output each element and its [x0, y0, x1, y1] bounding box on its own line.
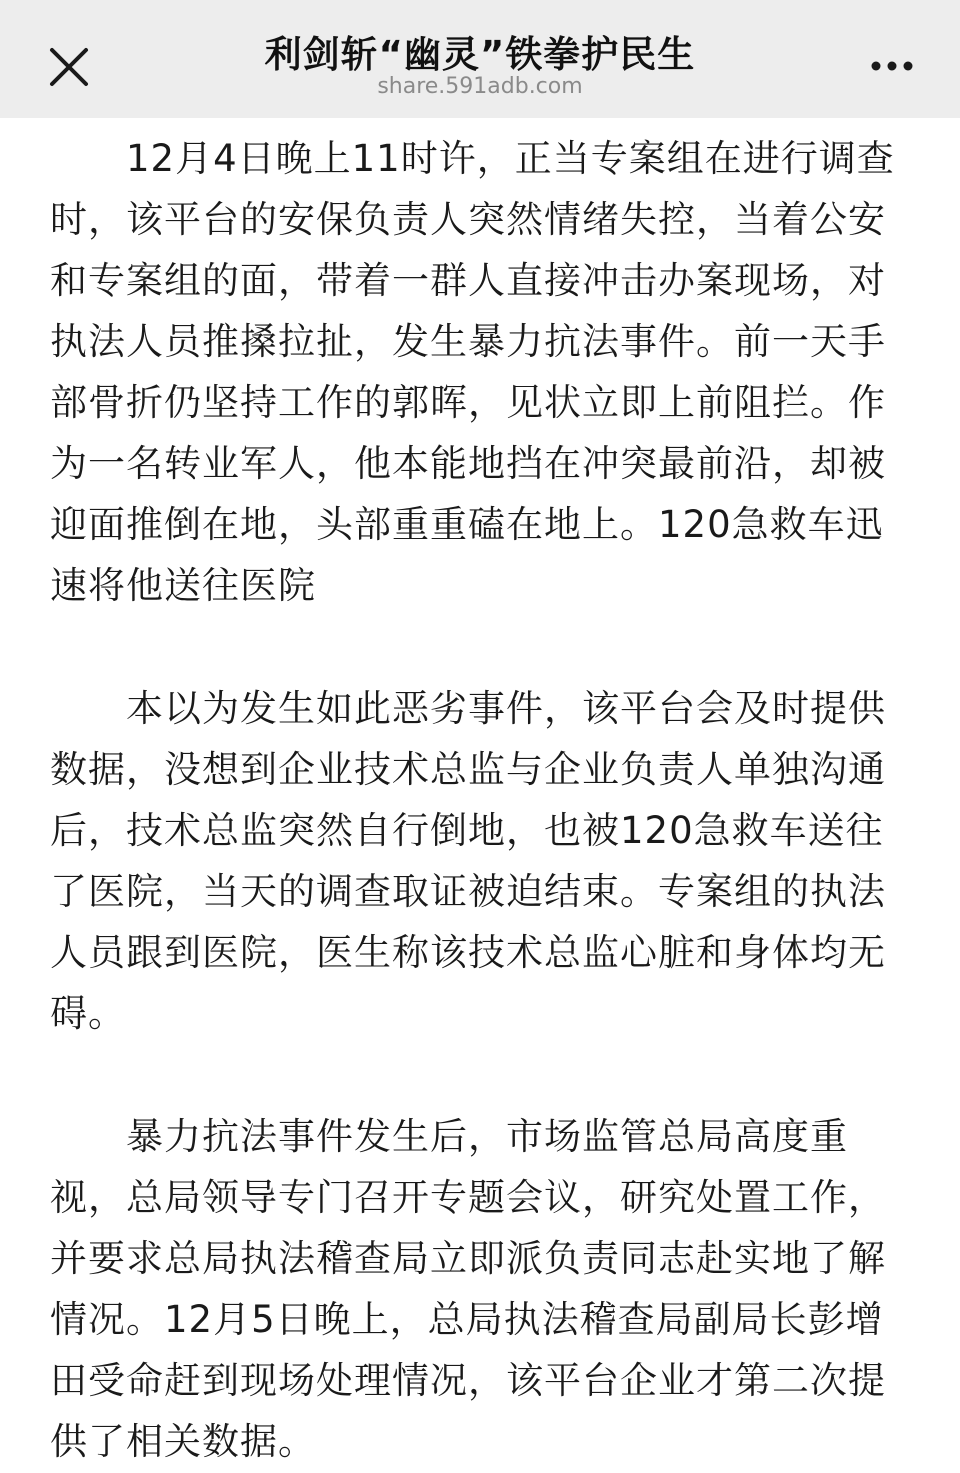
close-icon — [40, 38, 98, 96]
close-button[interactable] — [40, 38, 98, 96]
article-paragraph-2: 本以为发生如此恶劣事件，该平台会及时提供数据，没想到企业技术总监与企业负责人单独沟通后，技术总监突然自行倒地，也被120急救车送往了医院，当天的调查取证被迫结束。专案组的执法人员跟到医院，医生称该技术总监心脏和身体均无碍。 — [50, 687, 886, 1035]
article-paragraph-1: 12月4日晚上11时许，正当专案组在进行调查时，该平台的安保负责人突然情绪失控，当着公安和专案组的面，带着一群人直接冲击办案现场，对执法人员推搡拉扯，发生暴力抗法事件。前一天手部骨折仍坚持工作的郭晖，见状立即上前阻拦。作为一名转业军人，他本能地挡在冲突最前沿，却被迎面推倒在地，头部重重磕在地上。120急救车迅速将他送往医院 — [50, 137, 895, 607]
article-body — [50, 118, 910, 1472]
page-title: 利剑斩“幽灵”铁拳护民生 — [264, 33, 696, 76]
article-paragraph-3: 暴力抗法事件发生后，市场监管总局高度重视，总局领导专门召开专题会议，研究处置工作，并要求总局执法稽查局立即派负责同志赴实地了解情况。12月5日晚上，总局执法稽查局副局长彭增田受命赶到现场处理情况，该平台企业才第二次提供了相关数据。 — [50, 1115, 886, 1463]
top-navigation-bar — [0, 0, 960, 118]
page-url: share.591adb.com — [377, 74, 583, 99]
more-options-button[interactable] — [862, 42, 922, 90]
more-icon — [862, 42, 922, 90]
